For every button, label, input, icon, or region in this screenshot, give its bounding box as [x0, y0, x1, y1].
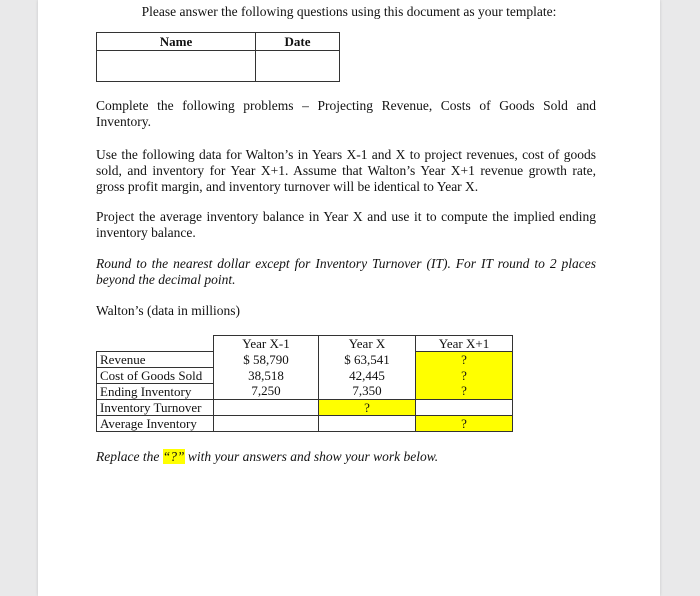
cell-value — [214, 416, 319, 432]
answer-cell[interactable]: ? — [416, 384, 513, 400]
col-year-x: Year X — [319, 336, 416, 352]
answer-cell[interactable]: ? — [416, 352, 513, 368]
row-label: Revenue — [97, 352, 214, 368]
walton-data-table — [96, 335, 513, 432]
cell-value — [319, 416, 416, 432]
row-label: Inventory Turnover — [97, 400, 214, 416]
table-row — [97, 368, 513, 384]
table-row — [97, 352, 513, 368]
cell-value: 42,445 — [319, 368, 416, 384]
cell-value: 7,350 — [319, 384, 416, 400]
answer-cell[interactable]: ? — [416, 368, 513, 384]
name-header: Name — [97, 33, 256, 51]
cell-value: 7,250 — [214, 384, 319, 400]
name-date-table — [96, 32, 340, 82]
document-page — [38, 0, 660, 596]
row-label: Average Inventory — [97, 416, 214, 432]
answer-cell[interactable]: ? — [416, 416, 513, 432]
answer-cell[interactable]: ? — [319, 400, 416, 416]
data-caption: Walton’s (data in millions) — [96, 303, 241, 318]
instructions-paragraph: Use the following data for Walton’s in Years X-1 and X to project revenues, cost of goods sold, and inventory for Year X+1. Assume that Walton’s Year X+1 revenue growth rate, gross profit margin, and inventory turnover will be identical to Year X. — [96, 147, 596, 194]
cell-value: $ 63,541 — [319, 352, 416, 368]
footer-after: with your answers and show your work below. — [184, 449, 439, 464]
cell-value: $ 58,790 — [214, 352, 319, 368]
project-paragraph: Project the average inventory balance in Year X and use it to compute the implied ending inventory balance. — [96, 209, 596, 240]
table-header-row — [97, 336, 513, 352]
footer-instruction — [96, 449, 596, 465]
row-label: Ending Inventory — [97, 384, 214, 400]
table-row — [97, 416, 513, 432]
col-year-x-1: Year X-1 — [214, 336, 319, 352]
cell-value — [214, 400, 319, 416]
date-header: Date — [256, 33, 340, 51]
cell-value: 38,518 — [214, 368, 319, 384]
table-row — [97, 400, 513, 416]
table-row — [97, 384, 513, 400]
page-header: Please answer the following questions using this document as your template: — [141, 4, 557, 19]
col-year-x1: Year X+1 — [416, 336, 513, 352]
rounding-paragraph: Round to the nearest dollar except for Inventory Turnover (IT). For IT round to 2 places beyond the decimal point. — [96, 256, 596, 287]
question-mark-highlight: “?” — [162, 449, 185, 464]
cell-value — [416, 400, 513, 416]
footer-before: Replace the — [96, 449, 163, 464]
name-field[interactable] — [97, 51, 256, 82]
intro-paragraph: Complete the following problems – Projecting Revenue, Costs of Goods Sold and Inventory. — [96, 98, 596, 129]
row-label: Cost of Goods Sold — [97, 368, 214, 384]
date-field[interactable] — [256, 51, 340, 82]
